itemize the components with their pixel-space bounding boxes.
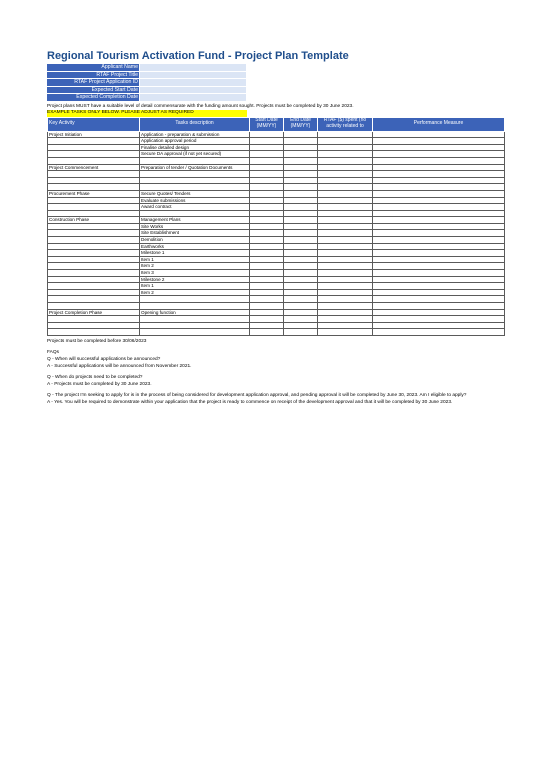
end-date-cell[interactable]: [284, 184, 318, 191]
faq-heading: FAQs: [47, 349, 59, 355]
rtaf-spent-cell[interactable]: [318, 151, 373, 158]
task-cell: Secure Quotes/ Tenders: [140, 190, 250, 197]
key-activity-cell: [48, 223, 140, 230]
table-row: [48, 197, 505, 204]
performance-measure-cell[interactable]: [373, 184, 505, 191]
performance-measure-cell[interactable]: [373, 276, 505, 283]
start-date-cell[interactable]: [250, 322, 284, 329]
start-date-cell[interactable]: [250, 250, 284, 257]
end-date-cell[interactable]: [284, 197, 318, 204]
faq-answer: A - Successful applications will be announced from November 2021.: [47, 363, 192, 369]
table-row: [48, 131, 505, 138]
end-date-cell[interactable]: [284, 283, 318, 290]
task-cell: Milestone 2: [140, 276, 250, 283]
end-date-cell[interactable]: [284, 296, 318, 303]
rtaf-spent-cell[interactable]: [318, 210, 373, 217]
task-cell: Evaluate submissions: [140, 197, 250, 204]
task-cell: Item 1: [140, 256, 250, 263]
table-row: [48, 177, 505, 184]
table-header-row: [48, 117, 505, 131]
rtaf-spent-cell[interactable]: [318, 316, 373, 323]
task-cell: Application approval period: [140, 138, 250, 145]
performance-measure-cell[interactable]: [373, 223, 505, 230]
table-row: [48, 138, 505, 145]
key-activity-cell: [48, 256, 140, 263]
key-activity-cell: [48, 329, 140, 336]
rtaf-spent-cell[interactable]: [318, 217, 373, 224]
performance-measure-cell[interactable]: [373, 210, 505, 217]
key-activity-cell: [48, 296, 140, 303]
applicant-info-block: [47, 64, 504, 102]
table-row: [48, 250, 505, 257]
info-row: [47, 94, 504, 102]
task-cell: Item 1: [140, 283, 250, 290]
task-cell: Item 2: [140, 263, 250, 270]
table-row: [48, 217, 505, 224]
header-performance-measure: Performance Measure: [373, 117, 505, 131]
performance-measure-cell[interactable]: [373, 329, 505, 336]
end-date-cell[interactable]: [284, 131, 318, 138]
table-row: [48, 283, 505, 290]
rtaf-spent-cell[interactable]: [318, 289, 373, 296]
start-date-cell[interactable]: [250, 237, 284, 244]
performance-measure-cell[interactable]: [373, 197, 505, 204]
end-date-cell[interactable]: [284, 270, 318, 277]
header-key-activity: Key Activity: [48, 117, 140, 131]
key-activity-cell: Procurement Phase: [48, 190, 140, 197]
rtaf-spent-cell[interactable]: [318, 184, 373, 191]
key-activity-cell: Construction Phase: [48, 217, 140, 224]
info-label: Expected Completion Date: [47, 94, 139, 102]
table-row: [48, 316, 505, 323]
start-date-cell[interactable]: [250, 177, 284, 184]
end-date-cell[interactable]: [284, 204, 318, 211]
rtaf-spent-cell[interactable]: [318, 309, 373, 316]
info-row: [47, 87, 504, 95]
faq-question: Q - The project I'm seeking to apply for is in the process of being considered for development application approval, and pending approval it will be completed by June 30, 2023. Am I eligible to apply?: [47, 392, 467, 398]
start-date-cell[interactable]: [250, 157, 284, 164]
table-row: [48, 289, 505, 296]
example-tasks-banner: EXAMPLE TASKS ONLY BELOW. PLEASE ADJUST AS REQUIRED: [47, 110, 247, 117]
rtaf-spent-cell[interactable]: [318, 144, 373, 151]
start-date-cell[interactable]: [250, 316, 284, 323]
table-row: [48, 204, 505, 211]
performance-measure-cell[interactable]: [373, 309, 505, 316]
performance-measure-cell[interactable]: [373, 256, 505, 263]
table-row: [48, 190, 505, 197]
faq-answer: A - Projects must be completed by 30 June 2023.: [47, 381, 152, 387]
task-cell: Site Works: [140, 223, 250, 230]
rtaf-spent-cell[interactable]: [318, 157, 373, 164]
rtaf-spent-cell[interactable]: [318, 237, 373, 244]
rtaf-spent-cell[interactable]: [318, 230, 373, 237]
info-value-field[interactable]: [139, 72, 246, 80]
start-date-cell[interactable]: [250, 164, 284, 171]
performance-measure-cell[interactable]: [373, 316, 505, 323]
performance-measure-cell[interactable]: [373, 289, 505, 296]
task-cell: Secure DA approval (if not yet secured): [140, 151, 250, 158]
key-activity-cell: [48, 197, 140, 204]
rtaf-spent-cell[interactable]: [318, 171, 373, 178]
task-cell: [140, 210, 250, 217]
info-value-field[interactable]: [139, 64, 246, 72]
performance-measure-cell[interactable]: [373, 303, 505, 310]
task-cell: [140, 296, 250, 303]
rtaf-spent-cell[interactable]: [318, 303, 373, 310]
task-cell: [140, 184, 250, 191]
start-date-cell[interactable]: [250, 256, 284, 263]
rtaf-spent-cell[interactable]: [318, 256, 373, 263]
rtaf-spent-cell[interactable]: [318, 223, 373, 230]
end-date-cell[interactable]: [284, 322, 318, 329]
performance-measure-cell[interactable]: [373, 270, 505, 277]
table-row: [48, 309, 505, 316]
task-cell: Demolition: [140, 237, 250, 244]
start-date-cell[interactable]: [250, 309, 284, 316]
table-row: [48, 171, 505, 178]
performance-measure-cell[interactable]: [373, 164, 505, 171]
end-date-cell[interactable]: [284, 316, 318, 323]
start-date-cell[interactable]: [250, 171, 284, 178]
start-date-cell[interactable]: [250, 276, 284, 283]
key-activity-cell: [48, 316, 140, 323]
info-label: Applicant Name: [47, 64, 139, 72]
key-activity-cell: [48, 322, 140, 329]
end-date-cell[interactable]: [284, 157, 318, 164]
performance-measure-cell[interactable]: [373, 263, 505, 270]
start-date-cell[interactable]: [250, 210, 284, 217]
completion-note: Projects must be completed before 30/06/2023: [47, 338, 147, 344]
task-cell: Finalise detailed design: [140, 144, 250, 151]
rtaf-spent-cell[interactable]: [318, 138, 373, 145]
start-date-cell[interactable]: [250, 223, 284, 230]
end-date-cell[interactable]: [284, 190, 318, 197]
table-row: [48, 157, 505, 164]
start-date-cell[interactable]: [250, 329, 284, 336]
rtaf-spent-cell[interactable]: [318, 276, 373, 283]
task-cell: Earthworks: [140, 243, 250, 250]
table-row: [48, 144, 505, 151]
key-activity-cell: [48, 210, 140, 217]
start-date-cell[interactable]: [250, 131, 284, 138]
key-activity-cell: [48, 151, 140, 158]
start-date-cell[interactable]: [250, 197, 284, 204]
info-label: Expected Start Date: [47, 87, 139, 95]
end-date-cell[interactable]: [284, 210, 318, 217]
start-date-cell[interactable]: [250, 283, 284, 290]
rtaf-spent-cell[interactable]: [318, 250, 373, 257]
end-date-cell[interactable]: [284, 256, 318, 263]
table-row: [48, 151, 505, 158]
start-date-cell[interactable]: [250, 144, 284, 151]
task-cell: Site Establishment: [140, 230, 250, 237]
end-date-cell[interactable]: [284, 329, 318, 336]
key-activity-cell: Project Completion Phase: [48, 309, 140, 316]
end-date-cell[interactable]: [284, 151, 318, 158]
task-cell: Item 2: [140, 289, 250, 296]
task-cell: [140, 303, 250, 310]
performance-measure-cell[interactable]: [373, 190, 505, 197]
info-row: [47, 79, 504, 87]
end-date-cell[interactable]: [284, 230, 318, 237]
plan-requirement-note: Project plans MUST have a suitable level of detail commensurate with the funding amount sought. Projects must be completed by 30 June 2023.: [47, 103, 354, 109]
end-date-cell[interactable]: [284, 171, 318, 178]
key-activity-cell: [48, 184, 140, 191]
info-label: RTAF Project Title: [47, 72, 139, 80]
table-row: [48, 237, 505, 244]
start-date-cell[interactable]: [250, 296, 284, 303]
task-cell: Item 3: [140, 270, 250, 277]
header-start-date: Start Date (MM/YY): [250, 117, 284, 131]
start-date-cell[interactable]: [250, 263, 284, 270]
performance-measure-cell[interactable]: [373, 217, 505, 224]
rtaf-spent-cell[interactable]: [318, 322, 373, 329]
start-date-cell[interactable]: [250, 204, 284, 211]
table-row: [48, 270, 505, 277]
rtaf-spent-cell[interactable]: [318, 283, 373, 290]
key-activity-cell: [48, 204, 140, 211]
rtaf-spent-cell[interactable]: [318, 197, 373, 204]
key-activity-cell: [48, 270, 140, 277]
faq-list: [47, 356, 504, 406]
info-value-field[interactable]: [139, 87, 246, 95]
table-row: [48, 296, 505, 303]
end-date-cell[interactable]: [284, 237, 318, 244]
start-date-cell[interactable]: [250, 243, 284, 250]
table-row: [48, 276, 505, 283]
start-date-cell[interactable]: [250, 184, 284, 191]
key-activity-cell: Project Initiation: [48, 131, 140, 138]
page-title: Regional Tourism Activation Fund - Project Plan Template: [47, 50, 349, 62]
task-cell: [140, 316, 250, 323]
end-date-cell[interactable]: [284, 263, 318, 270]
task-cell: [140, 177, 250, 184]
document-page: [47, 50, 504, 406]
start-date-cell[interactable]: [250, 230, 284, 237]
rtaf-spent-cell[interactable]: [318, 263, 373, 270]
faq-question: Q - When do projects need to be completed?: [47, 374, 143, 380]
performance-measure-cell[interactable]: [373, 296, 505, 303]
end-date-cell[interactable]: [284, 144, 318, 151]
faq-answer: A - Yes. You will be required to demonstrate within your application that the project is ready to commence on receipt of the development approval and that it will be completed by 30 June 2023.: [47, 399, 453, 405]
rtaf-spent-cell[interactable]: [318, 164, 373, 171]
start-date-cell[interactable]: [250, 289, 284, 296]
table-row: [48, 256, 505, 263]
task-cell: [140, 322, 250, 329]
key-activity-cell: [48, 283, 140, 290]
key-activity-cell: [48, 177, 140, 184]
table-row: [48, 223, 505, 230]
key-activity-cell: [48, 303, 140, 310]
end-date-cell[interactable]: [284, 223, 318, 230]
table-row: [48, 210, 505, 217]
rtaf-spent-cell[interactable]: [318, 270, 373, 277]
key-activity-cell: [48, 171, 140, 178]
rtaf-spent-cell[interactable]: [318, 204, 373, 211]
task-cell: Management Plans: [140, 217, 250, 224]
end-date-cell[interactable]: [284, 250, 318, 257]
key-activity-cell: [48, 138, 140, 145]
key-activity-cell: [48, 237, 140, 244]
header-rtaf-spent: RTAF ($) spent (no activity related to: [318, 117, 373, 131]
performance-measure-cell[interactable]: [373, 151, 505, 158]
key-activity-cell: [48, 243, 140, 250]
key-activity-cell: [48, 263, 140, 270]
rtaf-spent-cell[interactable]: [318, 329, 373, 336]
task-cell: Award contract: [140, 204, 250, 211]
faq-question: Q - When will successful applications be announced?: [47, 356, 161, 362]
project-plan-table: [47, 117, 505, 336]
end-date-cell[interactable]: [284, 217, 318, 224]
rtaf-spent-cell[interactable]: [318, 296, 373, 303]
end-date-cell[interactable]: [284, 309, 318, 316]
task-cell: Milestone 1: [140, 250, 250, 257]
info-value-field[interactable]: [139, 79, 246, 87]
start-date-cell[interactable]: [250, 303, 284, 310]
end-date-cell[interactable]: [284, 276, 318, 283]
info-row: [47, 72, 504, 80]
table-row: [48, 329, 505, 336]
key-activity-cell: [48, 144, 140, 151]
table-row: [48, 243, 505, 250]
end-date-cell[interactable]: [284, 243, 318, 250]
info-value-field[interactable]: [139, 94, 246, 102]
performance-measure-cell[interactable]: [373, 144, 505, 151]
start-date-cell[interactable]: [250, 151, 284, 158]
rtaf-spent-cell[interactable]: [318, 177, 373, 184]
key-activity-cell: [48, 157, 140, 164]
end-date-cell[interactable]: [284, 164, 318, 171]
table-row: [48, 230, 505, 237]
performance-measure-cell[interactable]: [373, 230, 505, 237]
performance-measure-cell[interactable]: [373, 250, 505, 257]
key-activity-cell: [48, 230, 140, 237]
info-row: [47, 64, 504, 72]
table-row: [48, 303, 505, 310]
performance-measure-cell[interactable]: [373, 243, 505, 250]
table-row: [48, 184, 505, 191]
start-date-cell[interactable]: [250, 138, 284, 145]
rtaf-spent-cell[interactable]: [318, 190, 373, 197]
task-cell: [140, 329, 250, 336]
task-cell: [140, 171, 250, 178]
task-cell: [140, 157, 250, 164]
task-cell: Opening function: [140, 309, 250, 316]
key-activity-cell: [48, 250, 140, 257]
start-date-cell[interactable]: [250, 270, 284, 277]
performance-measure-cell[interactable]: [373, 204, 505, 211]
end-date-cell[interactable]: [284, 138, 318, 145]
performance-measure-cell[interactable]: [373, 157, 505, 164]
performance-measure-cell[interactable]: [373, 283, 505, 290]
header-end-date: End Date (MM/YY): [284, 117, 318, 131]
task-cell: Preparation of tender / Quotation Documents: [140, 164, 250, 171]
key-activity-cell: [48, 276, 140, 283]
rtaf-spent-cell[interactable]: [318, 243, 373, 250]
performance-measure-cell[interactable]: [373, 131, 505, 138]
info-label: RTAF Project Application ID: [47, 79, 139, 87]
key-activity-cell: Project Commencement: [48, 164, 140, 171]
table-row: [48, 164, 505, 171]
performance-measure-cell[interactable]: [373, 138, 505, 145]
end-date-cell[interactable]: [284, 177, 318, 184]
performance-measure-cell[interactable]: [373, 177, 505, 184]
end-date-cell[interactable]: [284, 303, 318, 310]
performance-measure-cell[interactable]: [373, 322, 505, 329]
task-cell: Application - preparation & submission: [140, 131, 250, 138]
table-row: [48, 322, 505, 329]
header-tasks-description: Tasks description: [140, 117, 250, 131]
key-activity-cell: [48, 289, 140, 296]
performance-measure-cell[interactable]: [373, 237, 505, 244]
end-date-cell[interactable]: [284, 289, 318, 296]
rtaf-spent-cell[interactable]: [318, 131, 373, 138]
performance-measure-cell[interactable]: [373, 171, 505, 178]
start-date-cell[interactable]: [250, 217, 284, 224]
table-row: [48, 263, 505, 270]
start-date-cell[interactable]: [250, 190, 284, 197]
